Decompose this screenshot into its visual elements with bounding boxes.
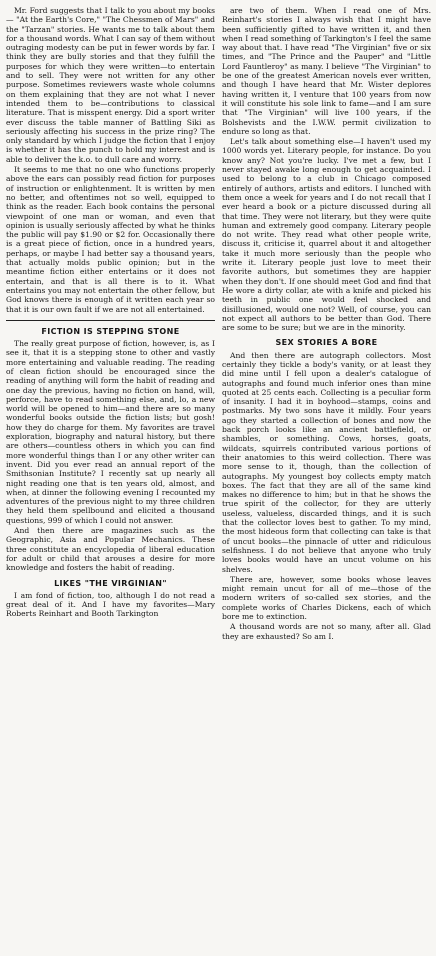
section-heading-sex-stories: SEX STORIES A BORE [275,338,378,348]
paragraph: are two of them. When I read one of Mrs. Reinhart's stories I always wish that I might have been sufficiently gifted to have written it, and then when I read something of Tarkington's I feel the same way about that. I have read "The Virginian" five or six times, and "The Prince and the Pauper" and "Little Lord Fauntleroy" as many. I believe "The Virginian" to be one of the greatest American novels ever written, and though I have heard that Mr. Wister deplores having written it, I venture that 100 years from now it will constitute his sole link to fame—and I am sure that "The Virginian" will live 100 years, if the Bolshevists and the I.W.W. permit civilization to endure so long as that. [222,6,431,136]
paragraph: There are, however, some books whose leaves might remain uncut for all of me—those of the modern writers of so-called sex stories, and the complete works of Charles Dickens, each of which bore me to extinction. [222,574,431,621]
paragraph: I am fond of fiction, too, although I do not read a great deal of it. And I have my favorites—Mary Roberts Reinhart and Booth Tarkington [6,590,215,619]
paragraph: A thousand words are not so many, after all. Glad they are exhausted? So am I. [222,622,431,641]
paragraph: Let's talk about something else—I haven't used my 1000 words yet. Literary people, for instance. Do you know any? Not you're lucky. I've met a few, but I never stayed awake long enough to get acquainted. I used to belong to a club in Chicago composed entirely of authors, artists and editors. I lunched with them once a week for years and I do not recall that I ever heard a book or a picture discussed during all that time. They were not literary, but they were quite human and extremely good company. Literary people do not write. They read what other people write, discuss it, criticise it, quarrel about it and altogether take it much more seriously than the people who write it. Literary people just love to meet their favorite authors, but sometimes they are happier when they don't. If one should meet God and find that He wore a dirty collar, ate with a knife and picked his teeth in public one would feel shocked and disillusioned, would one not? Well, of course, you can not expect all authors to be better than God. There are some to be sure; but we are in the minority. [222,137,431,333]
paragraph: The really great purpose of fiction, however, is, as I see it, that it is a stepping stone to other and vastly more entertaining and valuable reading. The reading of clean fiction should be encouraged since the reading of anything will form the habit of reading and one day the previous, having no fiction on hand, will, perforce, have to read something else, and, lo, a new world will be opened to him—and there are so many wonderful books outside the fiction lists; but gosh! how they do charge for them. My favorites are travel exploration, biography and natural history, but there are others—countless others in which you can find more wonderful things than I or any other writer can invent. Did you ever read an annual report of the Smithsonian Institute? I recently sat up nearly all night reading one that is ten years old, almost, and when, at dinner the following evening I recounted my adventures of the previous night to my three children they held them spellbound and elicited a thousand questions, 999 of which I could not answer. [6,339,215,525]
left-column [6,6,215,956]
section-heading-fiction: FICTION IS STEPPING STONE [41,326,180,336]
paragraph: And then there are magazines such as the Geographic, Asia and Popular Mechanics. These three constitute an encyclopedia of liberal education for adult or child that arouses a desire for more knowledge and fosters the habit of reading. [6,526,215,573]
section-heading-virginian: LIKES "THE VIRGINIAN" [54,578,167,588]
right-column [222,6,431,956]
paragraph: It seems to me that no one who functions properly above the ears can possibly read fiction for purposes of instruction or enlightenment. It is written by men no better, and oftentimes not so well, equipped to think as the reader. Each book contains the personal viewpoint of one man or woman, and even that opinion is usually seriously affected by what he thinks the public will pay $1.90 or $2 for. Occasionally there is a great piece of fiction, once in a hundred years, perhaps, or maybe I had better say a thousand years, that actually molds public opinion; but in the meantime fiction either entertains or it does not entertain, and that is all there is to it. What entertains you may not entertain the other fellow, but God knows there is enough of it written each year so that it is our own fault if we are not all entertained. [6,165,215,314]
column-rule [6,320,215,321]
paragraph: And then there are autograph collectors. Most certainly they tickle a body's vanity, or at least they did mine until I fell upon a dealer's catalogue of autographs and found much inferior ones than mine quoted at 25 cents each. Collecting is a peculiar form of insanity. I had it in boyhood—stamps, coins and postmarks. My two sons have it mildly. Four years ago they started a collection of bones and now the back porch looks like an ancient battlefield, or shambles, or something. Cows, horses, goats, wildcats, squirrels contributed various portions of their anatomies to this weird collection. There was more sense to it, though, than the collection of autographs. My youngest boy collects empty match boxes. The fact that they are all of the same kind makes no difference to him; but in that he shows the true spirit of the collector, for they are utterly useless, valueless, discarded things, and it is such that the collector loves best to gather. To my mind, the most hideous form that collecting can take is that of uncut books—the pinnacle of utter and ridiculous selfishness. I do not believe that anyone who truly loves books would have an uncut volume on his shelves. [222,350,431,574]
paragraph: Mr. Ford suggests that I talk to you about my books — "At the Earth's Core," "The Chessmen of Mars" and the "Tarzan" stories. He wants me to talk about them for a thousand words. What I can say of them without outraging modesty can be put in fewer words by far. I think they are bully stories and that they fulfill the purposes for which they were written—to entertain and to sell. They were not written for any other purpose. Sometimes reviewers waste whole columns on them explaining that they are not what I never intended them to be—contributions to classical literature. That is misspent energy. Did a sport writer ever discuss the table manner of Battling Siki as seriously affecting his success in the prize ring? The only standard by which I judge the fiction that I enjoy is whether it has the punch to hold my interest and is able to deliver the k.o. to dull care and worry. [6,6,215,164]
